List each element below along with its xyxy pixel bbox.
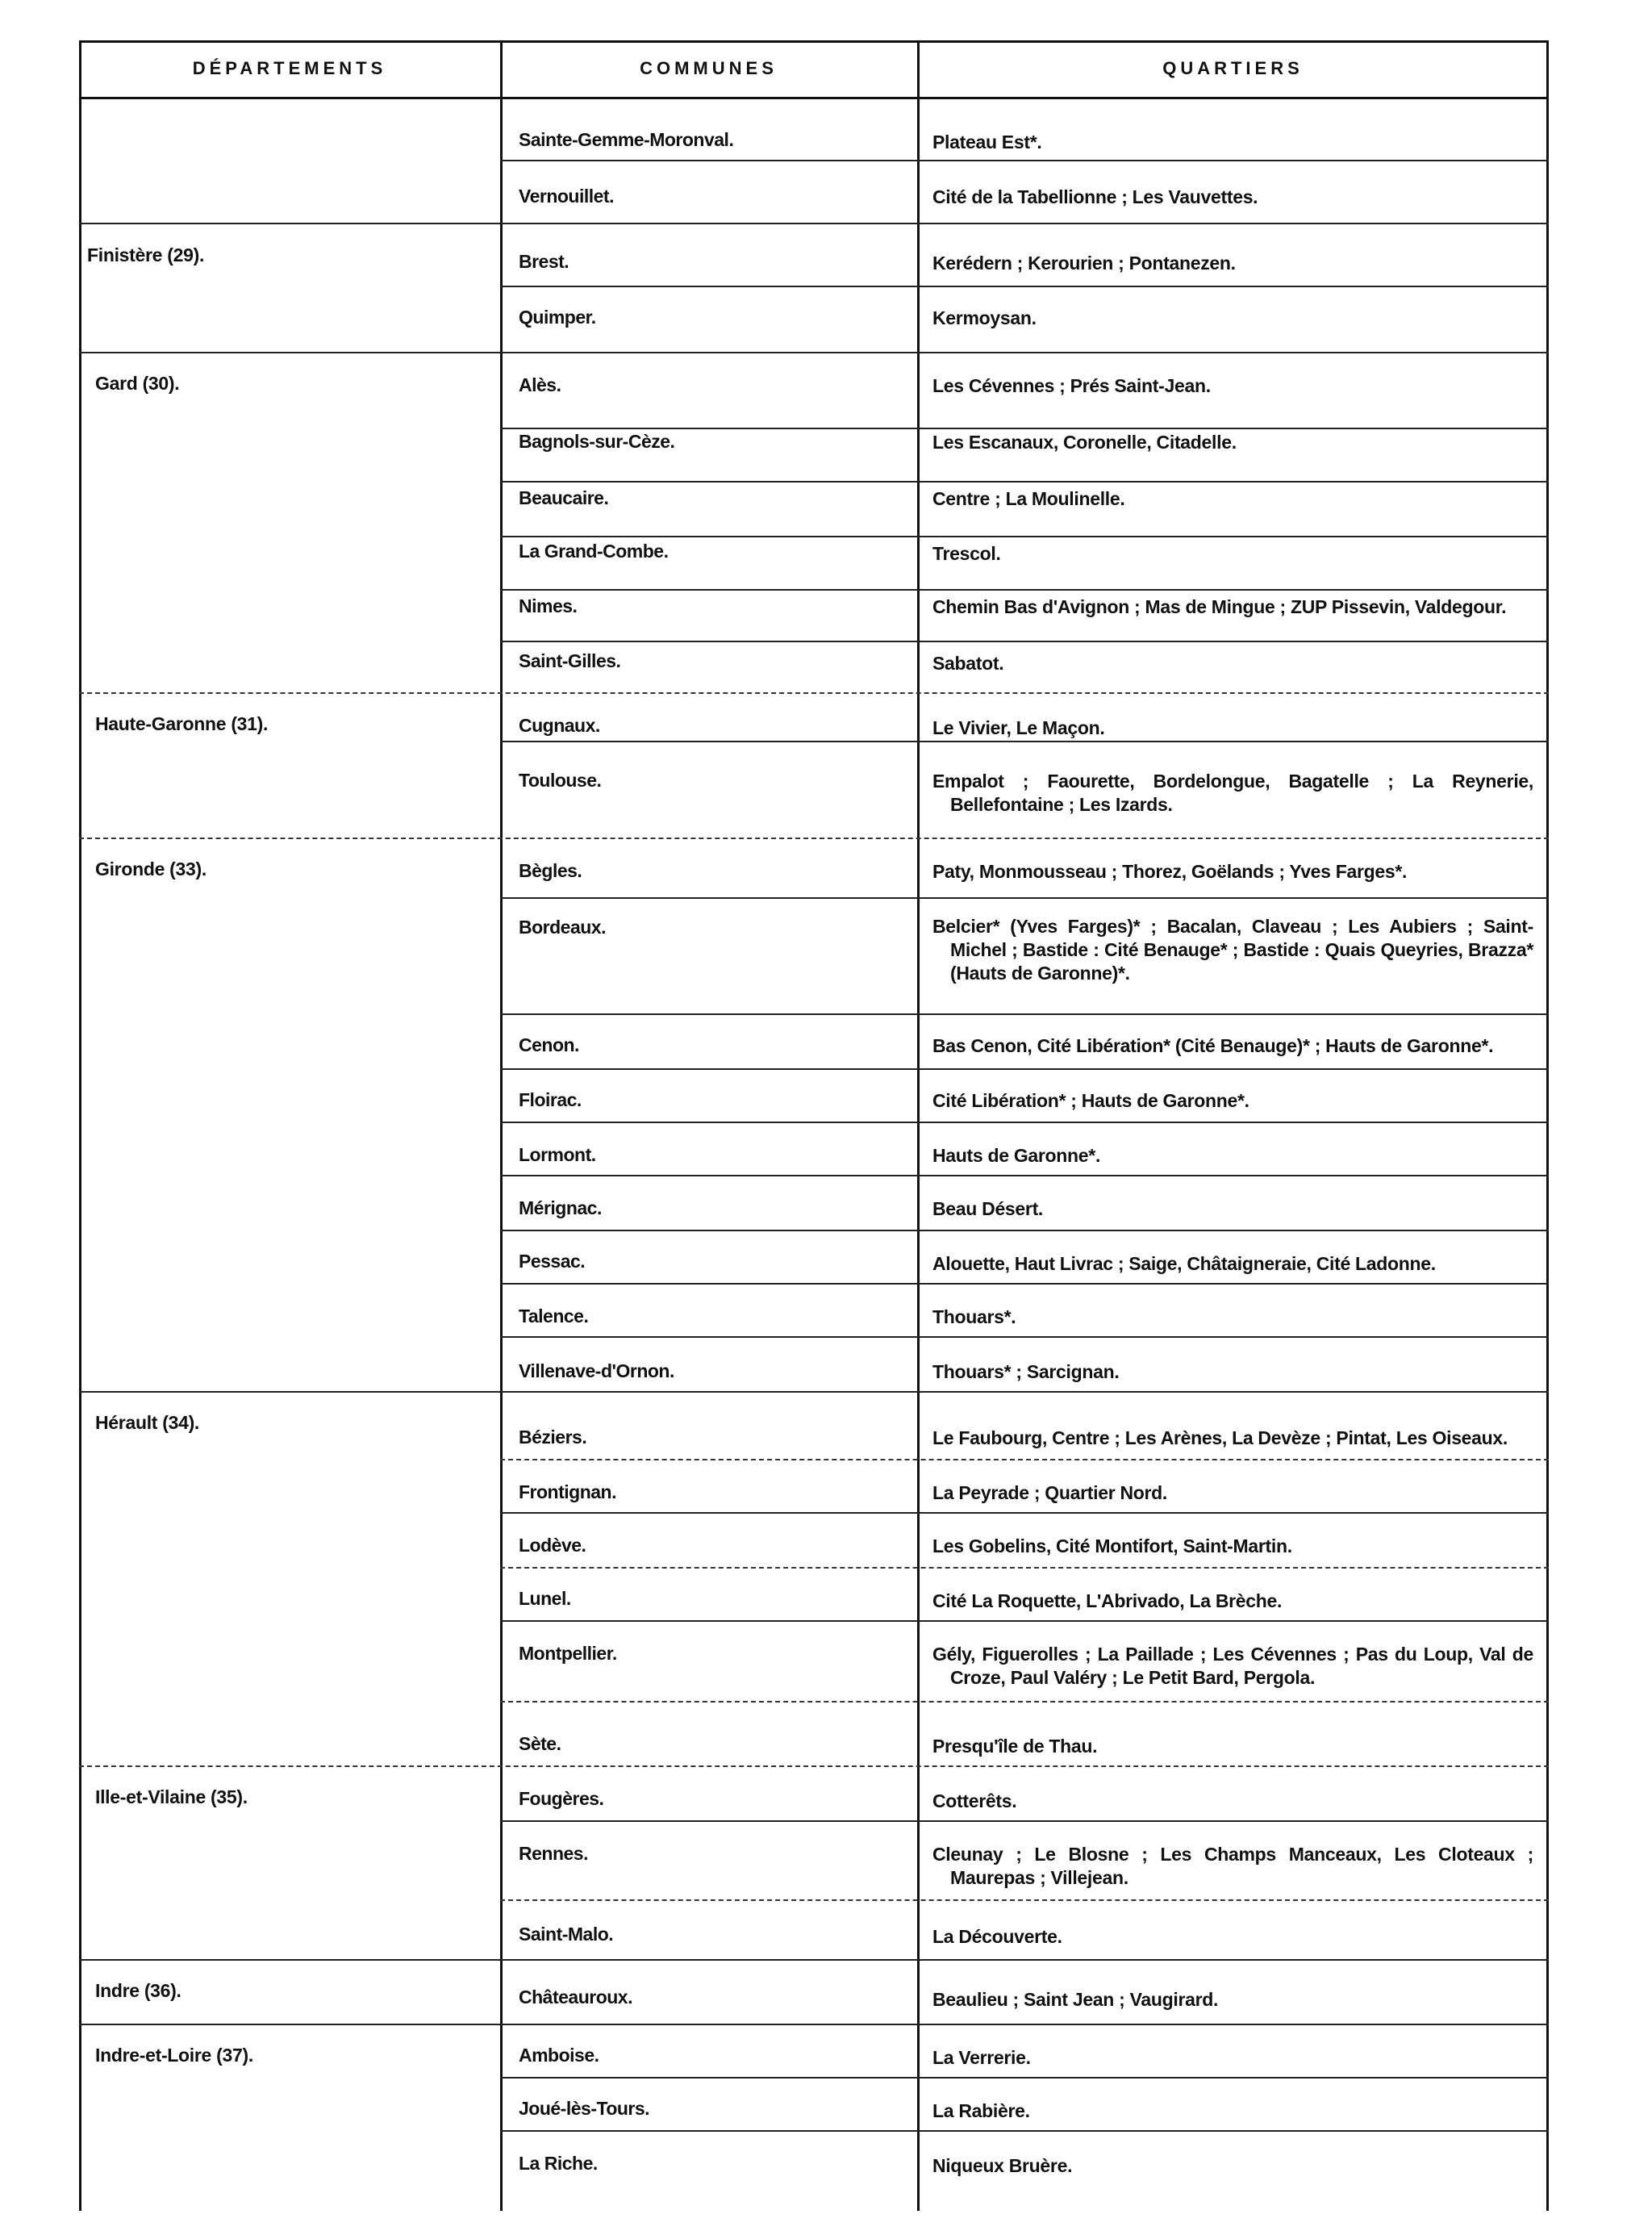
table — [79, 40, 1549, 2211]
quartiers-cell: Beaulieu ; Saint Jean ; Vaugirard. — [932, 1989, 1219, 2010]
commune-cell: Saint-Malo. — [519, 1924, 614, 1945]
quartiers-cell: Kermoysan. — [932, 307, 1037, 328]
quartiers-cell — [932, 1843, 1533, 1890]
department-label: Ille-et-Vilaine (35). — [95, 1786, 248, 1807]
quartiers-cell: Cotterêts. — [932, 1790, 1017, 1811]
commune-cell: Floirac. — [519, 1089, 582, 1110]
row-rule — [500, 641, 1549, 642]
group-rule — [79, 692, 1549, 694]
quartiers-cell: Les Cévennes ; Prés Saint-Jean. — [932, 375, 1211, 396]
quartiers-cell: Alouette, Haut Livrac ; Saige, Châtaigneraie, Cité Ladonne. — [932, 1253, 1436, 1274]
commune-cell: Cenon. — [519, 1034, 579, 1055]
quartiers-cell: Sabatot. — [932, 653, 1004, 674]
row-rule — [500, 589, 1549, 591]
group-rule — [79, 352, 1549, 353]
commune-cell: Lunel. — [519, 1588, 571, 1609]
quartiers-cell: La Verrerie. — [932, 2047, 1031, 2068]
commune-cell: Sainte-Gemme-Moronval. — [519, 129, 734, 150]
commune-cell: Pessac. — [519, 1251, 586, 1272]
row-rule — [500, 1820, 1549, 1822]
row-rule — [500, 428, 1549, 429]
commune-cell: Mérignac. — [519, 1197, 602, 1218]
group-rule — [79, 1959, 1549, 1961]
row-rule — [500, 160, 1549, 161]
group-rule — [79, 1391, 1549, 1393]
row-rule — [500, 1068, 1549, 1070]
commune-cell: Saint-Gilles. — [519, 650, 621, 671]
row-rule — [500, 741, 1549, 742]
commune-cell: Frontignan. — [519, 1481, 616, 1502]
column-divider — [917, 40, 920, 2211]
commune-cell: Bagnols-sur-Cèze. — [519, 431, 675, 452]
quartiers-cell: Thouars*. — [932, 1306, 1016, 1327]
quartiers-cell — [932, 1643, 1533, 1690]
commune-cell: Nimes. — [519, 595, 578, 616]
group-rule — [79, 838, 1549, 839]
quartiers-cell — [932, 915, 1533, 985]
quartiers-cell: Beau Désert. — [932, 1198, 1044, 1219]
commune-cell: Rennes. — [519, 1843, 588, 1864]
row-rule — [500, 1620, 1549, 1622]
quartiers-text: Belcier* (Yves Farges)* ; Bacalan, Claveau ; Les Aubiers ; Saint-Michel ; Bastide : Cité Benauge* ; Bastide : Quais Queyries, Brazza* (Hauts de Garonne)*. — [932, 916, 1533, 984]
department-label: Haute-Garonne (31). — [95, 713, 269, 734]
quartiers-cell: Cité Libération* ; Hauts de Garonne*. — [932, 1090, 1249, 1111]
quartiers-cell: Centre ; La Moulinelle. — [932, 488, 1125, 509]
commune-cell: Fougères. — [519, 1788, 604, 1809]
quartiers-cell: Niqueux Bruère. — [932, 2155, 1073, 2176]
header-quartiers: QUARTIERS — [1162, 58, 1304, 78]
quartiers-cell: Paty, Monmousseau ; Thorez, Goëlands ; Yves Farges*. — [932, 861, 1408, 882]
commune-cell: Lodève. — [519, 1535, 586, 1556]
quartiers-cell: La Peyrade ; Quartier Nord. — [932, 1482, 1167, 1503]
commune-cell: Talence. — [519, 1306, 589, 1326]
commune-cell: Vernouillet. — [519, 186, 614, 207]
row-rule — [500, 481, 1549, 483]
commune-cell: Montpellier. — [519, 1643, 617, 1664]
quartiers-cell: La Découverte. — [932, 1926, 1062, 1947]
group-rule — [79, 2024, 1549, 2025]
commune-cell: Toulouse. — [519, 770, 602, 791]
header-departements: DÉPARTEMENTS — [192, 58, 387, 78]
quartiers-cell: Les Gobelins, Cité Montifort, Saint-Martin. — [932, 1535, 1292, 1556]
row-rule — [500, 1567, 1549, 1569]
commune-cell: La Riche. — [519, 2153, 598, 2174]
commune-cell: Cugnaux. — [519, 715, 600, 736]
quartiers-cell: Thouars* ; Sarcignan. — [932, 1361, 1120, 1382]
commune-cell: Bègles. — [519, 860, 582, 881]
row-rule — [500, 1899, 1549, 1901]
commune-cell: Bordeaux. — [519, 917, 606, 938]
commune-cell: La Grand-Combe. — [519, 541, 669, 562]
quartiers-cell: Trescol. — [932, 543, 1001, 564]
commune-cell: Beaucaire. — [519, 487, 609, 508]
quartiers-cell: Presqu'île de Thau. — [932, 1736, 1098, 1757]
row-rule — [500, 286, 1549, 287]
group-rule — [79, 223, 1549, 224]
department-label: Indre (36). — [95, 1980, 181, 2001]
quartiers-cell — [932, 770, 1533, 817]
commune-cell: Sète. — [519, 1733, 561, 1754]
quartiers-cell: Bas Cenon, Cité Libération* (Cité Benauge)* ; Hauts de Garonne*. — [932, 1035, 1494, 1056]
department-label: Gard (30). — [95, 373, 180, 394]
commune-cell: Joué-lès-Tours. — [519, 2098, 650, 2119]
header-rule — [79, 97, 1549, 99]
row-rule — [500, 897, 1549, 899]
row-rule — [500, 2130, 1549, 2132]
row-rule — [500, 2077, 1549, 2079]
quartiers-cell: Cité La Roquette, L'Abrivado, La Brèche. — [932, 1590, 1283, 1611]
commune-cell: Lormont. — [519, 1144, 596, 1165]
row-rule — [500, 1175, 1549, 1176]
quartiers-text: Cleunay ; Le Blosne ; Les Champs Manceaux, Les Cloteaux ; Maurepas ; Villejean. — [932, 1844, 1533, 1888]
row-rule — [500, 1283, 1549, 1285]
quartiers-cell: Les Escanaux, Coronelle, Citadelle. — [932, 432, 1237, 453]
header-communes: COMMUNES — [640, 58, 778, 78]
commune-cell: Béziers. — [519, 1427, 587, 1448]
group-rule — [79, 1765, 1549, 1767]
row-rule — [500, 1230, 1549, 1231]
commune-cell: Alès. — [519, 374, 561, 395]
quartiers-cell: Hauts de Garonne*. — [932, 1145, 1101, 1166]
quartiers-cell: Le Faubourg, Centre ; Les Arènes, La Devèze ; Pintat, Les Oiseaux. — [932, 1427, 1508, 1448]
commune-cell: Villenave-d'Ornon. — [519, 1360, 674, 1381]
department-label: Hérault (34). — [95, 1412, 200, 1433]
row-rule — [500, 1701, 1549, 1702]
commune-cell: Châteauroux. — [519, 1987, 632, 2007]
row-rule — [500, 1512, 1549, 1514]
quartiers-text: Empalot ; Faourette, Bordelongue, Bagatelle ; La Reynerie, Bellefontaine ; Les Izards. — [932, 771, 1533, 815]
department-label: Finistère (29). — [87, 244, 205, 265]
quartiers-cell: Plateau Est*. — [932, 132, 1042, 152]
commune-cell: Amboise. — [519, 2045, 599, 2066]
column-divider — [500, 40, 503, 2211]
row-rule — [500, 536, 1549, 537]
commune-cell: Quimper. — [519, 307, 596, 328]
department-label: Gironde (33). — [95, 859, 206, 879]
quartiers-cell: La Rabière. — [932, 2100, 1030, 2121]
commune-cell: Brest. — [519, 251, 569, 272]
quartiers-cell: Kerédern ; Kerourien ; Pontanezen. — [932, 253, 1236, 274]
quartiers-cell: Le Vivier, Le Maçon. — [932, 717, 1105, 738]
row-rule — [500, 1013, 1549, 1015]
row-rule — [500, 1459, 1549, 1460]
department-label: Indre-et-Loire (37). — [95, 2045, 253, 2066]
quartiers-cell: Cité de la Tabellionne ; Les Vauvettes. — [932, 186, 1258, 207]
quartiers-cell: Chemin Bas d'Avignon ; Mas de Mingue ; ZUP Pissevin, Valdegour. — [932, 596, 1507, 617]
quartiers-text: Gély, Figuerolles ; La Paillade ; Les Cévennes ; Pas du Loup, Val de Croze, Paul Valéry ; Le Petit Bard, Pergola. — [932, 1644, 1533, 1688]
row-rule — [500, 1336, 1549, 1338]
row-rule — [500, 1122, 1549, 1123]
